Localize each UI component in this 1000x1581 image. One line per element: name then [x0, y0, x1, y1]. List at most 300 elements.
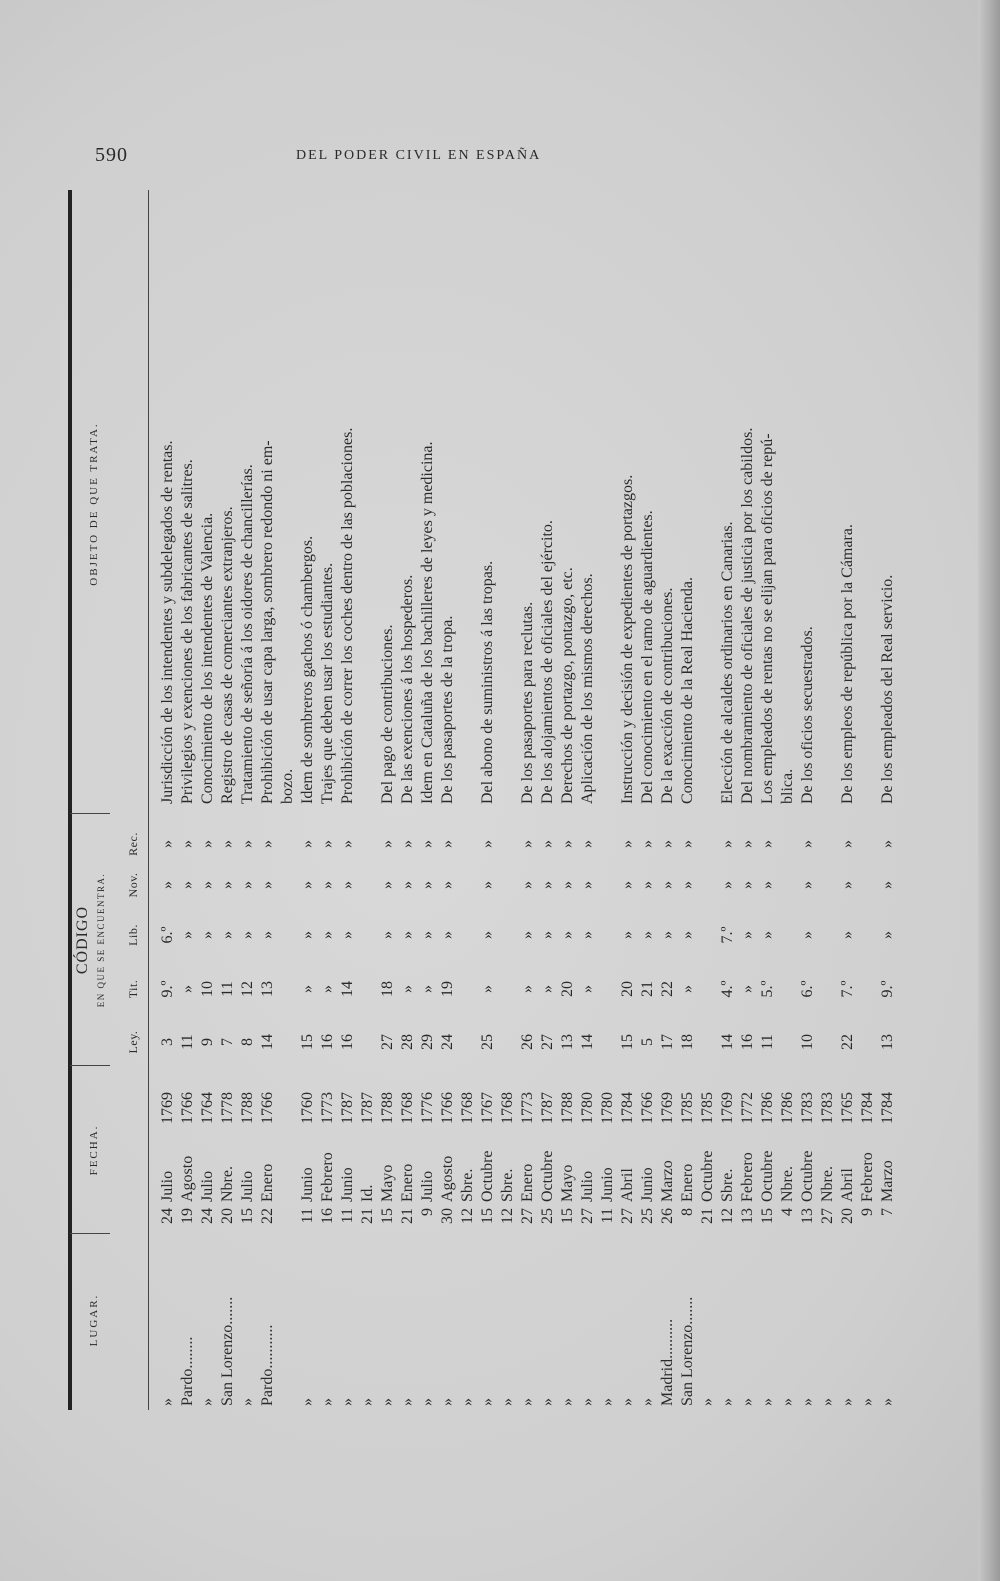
- cell-tit: »: [739, 985, 756, 993]
- col-header-lib: Lib.: [126, 924, 140, 946]
- cell-year: 1787: [339, 1092, 356, 1124]
- cell-day: 25: [639, 1208, 656, 1224]
- cell-lugar: San Lorenzo.......: [679, 1296, 696, 1406]
- cell-tit: 11: [219, 981, 236, 997]
- rotated-table: [60, 190, 950, 1410]
- cell-objeto: Registro de casas de comerciantes extranjeros.: [219, 506, 236, 804]
- table-row: [578, 190, 598, 1410]
- cell-rec: »: [579, 840, 596, 848]
- cell-objeto: Conocimiento de la Real Hacienda.: [679, 576, 696, 804]
- cell-tit: 18: [379, 981, 396, 997]
- table-row: [258, 190, 278, 1410]
- cell-day: 15: [239, 1208, 256, 1224]
- cell-ley: 7: [219, 1038, 236, 1046]
- cell-lib: »: [199, 931, 216, 939]
- table-row: [478, 190, 498, 1410]
- cell-year: 1773: [519, 1092, 536, 1124]
- cell-year: 1778: [219, 1092, 236, 1124]
- cell-lib: »: [539, 931, 556, 939]
- cell-ley: 16: [739, 1034, 756, 1050]
- cell-year: 1783: [819, 1092, 836, 1124]
- cell-lugar: »: [379, 1398, 396, 1406]
- cell-tit: »: [319, 985, 336, 993]
- cell-objeto: Del conocimiento en el ramo de aguardientes.: [639, 510, 656, 804]
- cell-tit: »: [299, 985, 316, 993]
- cell-tit: 9.º: [879, 980, 896, 998]
- cell-tit: 19: [439, 981, 456, 997]
- cell-objeto: De los pasaportes para reclutas.: [519, 601, 536, 804]
- cell-day: 25: [539, 1208, 556, 1224]
- cell-lib: »: [579, 931, 596, 939]
- cell-lib: »: [639, 931, 656, 939]
- cell-day: 4: [779, 1208, 796, 1216]
- cell-objeto: Trajes que deben usar los estudiantes.: [319, 562, 336, 804]
- cell-ley: 10: [799, 1034, 816, 1050]
- cell-month: Julio: [579, 1170, 596, 1202]
- table-row: [838, 190, 858, 1410]
- cell-lugar: »: [499, 1398, 516, 1406]
- cell-lugar: »: [759, 1398, 776, 1406]
- cell-objeto: Privilegios y exenciones de los fabricantes de salitres.: [179, 459, 196, 804]
- cell-lugar: »: [439, 1398, 456, 1406]
- cell-nov: »: [379, 881, 396, 889]
- col-divider: [70, 1233, 110, 1234]
- table-row: [858, 190, 878, 1410]
- cell-month: Julio: [199, 1170, 216, 1202]
- cell-day: 27: [619, 1208, 636, 1224]
- cell-lib: »: [659, 931, 676, 939]
- col-header-ley: Ley.: [126, 1030, 140, 1054]
- cell-year: 1767: [479, 1092, 496, 1124]
- table-row: [238, 190, 258, 1410]
- cell-ley: 18: [679, 1034, 696, 1050]
- table-row: [738, 190, 758, 1410]
- cell-month: Octubre: [799, 1150, 816, 1202]
- cell-rec: »: [879, 840, 896, 848]
- table-row: [538, 190, 558, 1410]
- cell-tit: »: [179, 985, 196, 993]
- cell-nov: »: [579, 881, 596, 889]
- cell-lib: »: [179, 931, 196, 939]
- table-row: [338, 190, 358, 1410]
- cell-lugar: Madrid..........: [659, 1318, 676, 1406]
- cell-year: 1787: [539, 1092, 556, 1124]
- cell-ley: 27: [539, 1034, 556, 1050]
- cell-month: Febrero: [319, 1152, 336, 1202]
- cell-ley: 11: [179, 1034, 196, 1050]
- cell-day: 21: [399, 1208, 416, 1224]
- cell-lib: »: [319, 931, 336, 939]
- cell-rec: »: [259, 840, 276, 848]
- cell-year: 1768: [399, 1092, 416, 1124]
- cell-nov: »: [399, 881, 416, 889]
- cell-day: 15: [379, 1208, 396, 1224]
- cell-nov: »: [259, 881, 276, 889]
- cell-nov: »: [539, 881, 556, 889]
- cell-tit: »: [519, 985, 536, 993]
- table-row: [298, 190, 318, 1410]
- cell-lugar: »: [239, 1398, 256, 1406]
- cell-month: Sbre.: [719, 1168, 736, 1202]
- cell-year: 1780: [579, 1092, 596, 1124]
- cell-lugar: »: [539, 1398, 556, 1406]
- cell-year: 1785: [679, 1092, 696, 1124]
- cell-year: 1766: [259, 1092, 276, 1124]
- cell-year: 1768: [459, 1092, 476, 1124]
- cell-objeto: Instrucción y decisión de expedientes de portazgos.: [619, 474, 636, 804]
- col-header-rec: Rec.: [126, 832, 140, 856]
- cell-tit: 13: [259, 981, 276, 997]
- cell-objeto: Del abono de suministros á las tropas.: [479, 560, 496, 804]
- cell-lugar: »: [779, 1398, 796, 1406]
- cell-objeto: Derechos de portazgo, pontazgo, etc.: [559, 567, 576, 804]
- cell-ley: 15: [619, 1034, 636, 1050]
- cell-day: 7: [879, 1208, 896, 1216]
- cell-objeto: Tratamiento de señoría á los oidores de chancillerías.: [239, 464, 256, 804]
- cell-objeto: De los pasaportes de la tropa.: [439, 615, 456, 804]
- cell-day: 27: [579, 1208, 596, 1224]
- table-row: [778, 190, 798, 1410]
- cell-nov: »: [439, 881, 456, 889]
- cell-rec: »: [399, 840, 416, 848]
- cell-ley: 13: [879, 1034, 896, 1050]
- cell-month: Id.: [359, 1184, 376, 1202]
- cell-rec: »: [439, 840, 456, 848]
- table-row: [878, 190, 898, 1410]
- cell-rec: »: [339, 840, 356, 848]
- cell-lugar: »: [619, 1398, 636, 1406]
- cell-month: Mayo: [379, 1164, 396, 1202]
- cell-lugar: »: [319, 1398, 336, 1406]
- cell-nov: »: [519, 881, 536, 889]
- cell-objeto: Aplicación de los mismos derechos.: [579, 573, 596, 804]
- cell-nov: »: [159, 881, 176, 889]
- cell-lib: »: [759, 931, 776, 939]
- table-row: [318, 190, 338, 1410]
- cell-rec: »: [739, 840, 756, 848]
- col-header-tit: Tit.: [126, 979, 140, 999]
- cell-nov: »: [299, 881, 316, 889]
- cell-tit: 7.º: [839, 980, 856, 998]
- cell-lib: »: [619, 931, 636, 939]
- cell-tit: 9.º: [159, 980, 176, 998]
- cell-tit: 20: [619, 981, 636, 997]
- cell-year: 1784: [879, 1092, 896, 1124]
- cell-ley: 14: [719, 1034, 736, 1050]
- cell-year: 1764: [199, 1092, 216, 1124]
- cell-month: Junio: [299, 1167, 316, 1202]
- cell-day: 13: [739, 1208, 756, 1224]
- cell-tit: 6.º: [799, 980, 816, 998]
- cell-month: Nbre.: [819, 1166, 836, 1202]
- cell-day: 21: [699, 1208, 716, 1224]
- table-top-rule: [68, 190, 72, 1410]
- cell-rec: »: [479, 840, 496, 848]
- cell-nov: »: [179, 881, 196, 889]
- cell-tit: 14: [339, 981, 356, 997]
- cell-lugar: »: [159, 1398, 176, 1406]
- cell-lugar: »: [299, 1398, 316, 1406]
- cell-month: Enero: [259, 1163, 276, 1202]
- cell-rec: »: [759, 840, 776, 848]
- cell-tit: 21: [639, 981, 656, 997]
- cell-nov: »: [219, 881, 236, 889]
- cell-day: 15: [759, 1208, 776, 1224]
- cell-year: 1780: [599, 1092, 616, 1124]
- cell-nov: »: [239, 881, 256, 889]
- cell-year: 1784: [619, 1092, 636, 1124]
- cell-day: 19: [179, 1208, 196, 1224]
- cell-ley: 16: [339, 1034, 356, 1050]
- cell-tit: »: [419, 985, 436, 993]
- cell-month: Octubre: [759, 1150, 776, 1202]
- table-row: [418, 190, 438, 1410]
- cell-nov: »: [759, 881, 776, 889]
- cell-tit: 10: [199, 981, 216, 997]
- cell-ley: 24: [439, 1034, 456, 1050]
- cell-lugar: »: [719, 1398, 736, 1406]
- cell-ley: 14: [579, 1034, 596, 1050]
- table-row: [598, 190, 618, 1410]
- cell-lugar: San Lorenzo.......: [219, 1296, 236, 1406]
- cell-day: 8: [679, 1208, 696, 1216]
- table-row: [618, 190, 638, 1410]
- cell-objeto: Jurisdicción de los intendentes y subdelegados de rentas.: [159, 440, 176, 804]
- cell-year: 1765: [839, 1092, 856, 1124]
- cell-rec: »: [719, 840, 736, 848]
- cell-lib: »: [239, 931, 256, 939]
- table-row: [758, 190, 778, 1410]
- cell-rec: »: [199, 840, 216, 848]
- cell-rec: »: [419, 840, 436, 848]
- cell-lib: »: [219, 931, 236, 939]
- col-header-objeto: OBJETO DE QUE TRATA.: [88, 422, 100, 586]
- cell-objeto: Conocimiento de los intendentes de Valencia.: [199, 512, 216, 804]
- cell-month: Octubre: [479, 1150, 496, 1202]
- cell-day: 15: [559, 1208, 576, 1224]
- page-edge: [978, 0, 1000, 1581]
- cell-rec: »: [299, 840, 316, 848]
- cell-nov: »: [679, 881, 696, 889]
- cell-lugar: Pardo........: [179, 1336, 196, 1406]
- cell-objeto: Del nombramiento de oficiales de justicia por los cabildos.: [739, 427, 756, 804]
- cell-nov: »: [659, 881, 676, 889]
- cell-month: Abril: [619, 1168, 636, 1202]
- cell-day: 11: [299, 1208, 316, 1224]
- table-row: [278, 190, 298, 1410]
- col-header-codigo-sub: EN QUE SE ENCUENTRA.: [96, 872, 106, 1008]
- cell-ley: 3: [159, 1038, 176, 1046]
- cell-month: Marzo: [879, 1160, 896, 1202]
- cell-rec: »: [619, 840, 636, 848]
- cell-lugar: »: [559, 1398, 576, 1406]
- cell-day: 9: [859, 1208, 876, 1216]
- cell-month: Mayo: [559, 1164, 576, 1202]
- table-row: [658, 190, 678, 1410]
- cell-lugar: »: [199, 1398, 216, 1406]
- cell-day: 15: [479, 1208, 496, 1224]
- table-row: [678, 190, 698, 1410]
- cell-nov: »: [339, 881, 356, 889]
- cell-lugar: »: [639, 1398, 656, 1406]
- cell-rec: »: [319, 840, 336, 848]
- cell-tit: 4.º: [719, 980, 736, 998]
- table-row: [498, 190, 518, 1410]
- cell-lib: »: [879, 931, 896, 939]
- cell-month: Febrero: [739, 1152, 756, 1202]
- cell-lugar: »: [519, 1398, 536, 1406]
- cell-month: Junio: [639, 1167, 656, 1202]
- cell-lib: »: [839, 931, 856, 939]
- cell-ley: 27: [379, 1034, 396, 1050]
- cell-ley: 22: [839, 1034, 856, 1050]
- cell-nov: »: [839, 881, 856, 889]
- cell-lib: »: [559, 931, 576, 939]
- cell-lib: »: [479, 931, 496, 939]
- table-row: [198, 190, 218, 1410]
- table-row: [458, 190, 478, 1410]
- table-row: [558, 190, 578, 1410]
- cell-rec: »: [379, 840, 396, 848]
- cell-month: Abril: [839, 1168, 856, 1202]
- table-row: [158, 190, 178, 1410]
- cell-lugar: »: [839, 1398, 856, 1406]
- cell-ley: 26: [519, 1034, 536, 1050]
- cell-month: Enero: [519, 1163, 536, 1202]
- cell-year: 1769: [659, 1092, 676, 1124]
- cell-year: 1788: [559, 1092, 576, 1124]
- cell-tit: »: [679, 985, 696, 993]
- cell-objeto: Prohibición de usar capa larga, sombrero redondo ni em-: [259, 440, 276, 804]
- cell-tit: »: [479, 985, 496, 993]
- cell-month: Junio: [599, 1167, 616, 1202]
- cell-ley: 14: [259, 1034, 276, 1050]
- col-header-lugar: LUGAR.: [88, 1293, 100, 1347]
- cell-month: Julio: [419, 1170, 436, 1202]
- cell-year: 1783: [799, 1092, 816, 1124]
- cell-month: Marzo: [659, 1160, 676, 1202]
- cell-month: Agosto: [179, 1155, 196, 1202]
- cell-objeto: De los alojamientos de oficiales del ejército.: [539, 520, 556, 804]
- cell-month: Enero: [679, 1163, 696, 1202]
- cell-nov: »: [559, 881, 576, 889]
- cell-objeto: De la exacción de contribuciones.: [659, 587, 676, 804]
- cell-month: Octubre: [699, 1150, 716, 1202]
- cell-objeto: bozo.: [279, 768, 296, 804]
- cell-year: 1788: [379, 1092, 396, 1124]
- cell-lugar: »: [599, 1398, 616, 1406]
- cell-year: 1772: [739, 1092, 756, 1124]
- cell-year: 1768: [499, 1092, 516, 1124]
- cell-year: 1785: [699, 1092, 716, 1124]
- cell-objeto: Del pago de contribuciones.: [379, 624, 396, 804]
- cell-lugar: »: [699, 1398, 716, 1406]
- cell-nov: »: [799, 881, 816, 889]
- cell-objeto: De los empleos de república por la Cámara.: [839, 524, 856, 804]
- table-row: [378, 190, 398, 1410]
- cell-lib: »: [679, 931, 696, 939]
- table-row: [798, 190, 818, 1410]
- cell-lib: »: [799, 931, 816, 939]
- cell-year: 1787: [359, 1092, 376, 1124]
- cell-month: Nbre.: [779, 1166, 796, 1202]
- cell-ley: 25: [479, 1034, 496, 1050]
- cell-lugar: »: [859, 1398, 876, 1406]
- cell-lib: 7.º: [719, 926, 736, 944]
- cell-year: 1766: [439, 1092, 456, 1124]
- cell-lib: »: [259, 931, 276, 939]
- cell-rec: »: [659, 840, 676, 848]
- cell-lib: »: [419, 931, 436, 939]
- cell-lib: »: [439, 931, 456, 939]
- cell-month: Julio: [159, 1170, 176, 1202]
- cell-rec: »: [239, 840, 256, 848]
- table-row: [718, 190, 738, 1410]
- col-divider: [70, 1065, 110, 1066]
- table-row: [638, 190, 658, 1410]
- cell-lugar: »: [459, 1398, 476, 1406]
- cell-objeto: Prohibición de correr los coches dentro de las poblaciones.: [339, 427, 356, 804]
- cell-nov: »: [419, 881, 436, 889]
- cell-day: 11: [339, 1208, 356, 1224]
- cell-rec: »: [679, 840, 696, 848]
- cell-objeto: Los empleados de rentas no se elijan para oficios de repú-: [759, 433, 776, 804]
- cell-rec: »: [179, 840, 196, 848]
- table-row: [698, 190, 718, 1410]
- cell-tit: 22: [659, 981, 676, 997]
- cell-day: 26: [659, 1208, 676, 1224]
- cell-year: 1786: [759, 1092, 776, 1124]
- cell-year: 1769: [719, 1092, 736, 1124]
- cell-ley: 8: [239, 1038, 256, 1046]
- cell-day: 20: [839, 1208, 856, 1224]
- cell-lugar: »: [819, 1398, 836, 1406]
- cell-lib: »: [739, 931, 756, 939]
- cell-year: 1766: [179, 1092, 196, 1124]
- cell-tit: »: [399, 985, 416, 993]
- cell-ley: 15: [299, 1034, 316, 1050]
- cell-rec: »: [559, 840, 576, 848]
- col-header-fecha: FECHA.: [88, 1124, 100, 1176]
- cell-ley: 11: [759, 1034, 776, 1050]
- cell-nov: »: [879, 881, 896, 889]
- cell-ley: 9: [199, 1038, 216, 1046]
- cell-objeto: Idem en Cataluña de los bachilleres de leyes y medicina.: [419, 441, 436, 804]
- cell-day: 12: [459, 1208, 476, 1224]
- table-row: [358, 190, 378, 1410]
- cell-lugar: Pardo...........: [259, 1324, 276, 1406]
- table-row: [818, 190, 838, 1410]
- cell-day: 16: [319, 1208, 336, 1224]
- cell-year: 1769: [159, 1092, 176, 1124]
- cell-lugar: »: [879, 1398, 896, 1406]
- cell-day: 21: [359, 1208, 376, 1224]
- cell-lib: »: [339, 931, 356, 939]
- cell-lugar: »: [339, 1398, 356, 1406]
- table-row: [178, 190, 198, 1410]
- cell-day: 24: [199, 1208, 216, 1224]
- cell-day: 24: [159, 1208, 176, 1224]
- page-number: 590: [95, 144, 128, 166]
- cell-lugar: »: [739, 1398, 756, 1406]
- cell-month: Octubre: [539, 1150, 556, 1202]
- cell-ley: 5: [639, 1038, 656, 1046]
- cell-rec: »: [799, 840, 816, 848]
- cell-day: 12: [499, 1208, 516, 1224]
- cell-nov: »: [199, 881, 216, 889]
- cell-objeto: De los oficios secuestrados.: [799, 626, 816, 804]
- cell-nov: »: [319, 881, 336, 889]
